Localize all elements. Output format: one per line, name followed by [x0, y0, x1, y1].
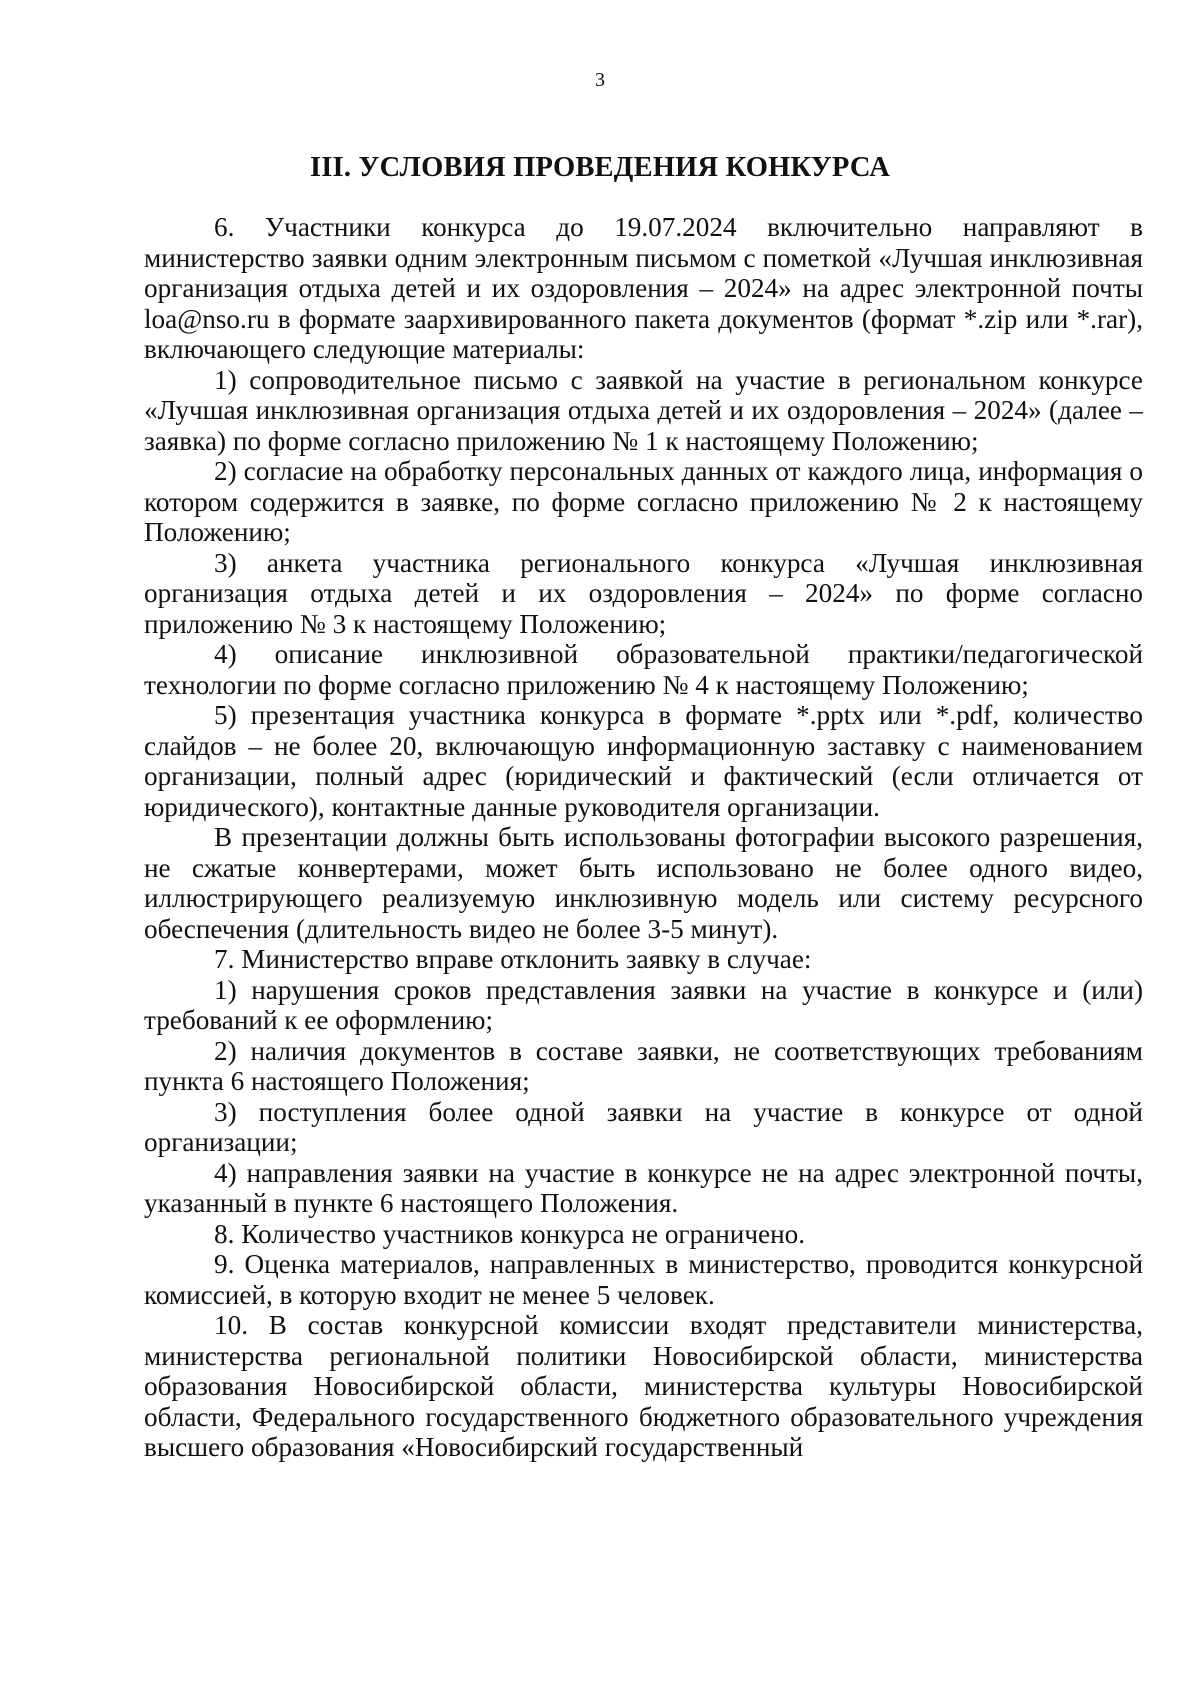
list-item-6-4: 4) описание инклюзивной образовательной практики/педагогической технологии по форме согласно приложению № 4 к настоящему Положению;: [144, 639, 1143, 700]
list-item-7-1: 1) нарушения сроков представления заявки на участие в конкурсе и (или) требований к ее оформлению;: [144, 974, 1143, 1035]
list-item-7-3: 3) поступления более одной заявки на участие в конкурсе от одной организации;: [144, 1096, 1143, 1157]
page-number: 3: [595, 69, 605, 91]
list-item-6-1: 1) сопроводительное письмо с заявкой на участие в региональном конкурсе «Лучшая инклюзивная организация отдыха детей и их оздоровления – 2024» (далее – заявка) по форме согласно приложению № 1 к настоящему Положению;: [144, 364, 1143, 456]
paragraph-6: 6. Участники конкурса до 19.07.2024 включительно направляют в министерство заявки одним электронным письмом с пометкой «Лучшая инклюзивная организация отдыха детей и их оздоровления – 2024» на адрес электронной почты loa@nso.ru в формате заархивированного пакета документов (формат *.zip или *.rar), включающего следующие материалы:: [144, 212, 1143, 364]
paragraph-9: 9. Оценка материалов, направленных в министерство, проводится конкурсной комиссией, в которую входит не менее 5 человек.: [144, 1249, 1143, 1310]
section-title: III. УСЛОВИЯ ПРОВЕДЕНИЯ КОНКУРСА: [309, 152, 891, 183]
paragraph-10: 10. В состав конкурсной комиссии входят представители министерства, министерства региональной политики Новосибирской области, министерства образования Новосибирской области, министерства культуры Новосибирской области, Федерального государственного бюджетного образовательного учреждения высшего образования «Новосибирский государственный: [144, 1310, 1143, 1462]
list-item-6-3: 3) анкета участника регионального конкурса «Лучшая инклюзивная организация отдыха детей и их оздоровления – 2024» по форме согласно приложению № 3 к настоящему Положению;: [144, 547, 1143, 639]
paragraph-8: 8. Количество участников конкурса не ограничено.: [214, 1218, 806, 1249]
list-item-7-2: 2) наличия документов в составе заявки, не соответствующих требованиям пункта 6 настоящего Положения;: [144, 1035, 1143, 1096]
list-item-7-4: 4) направления заявки на участие в конкурсе не на адрес электронной почты, указанный в пункте 6 настоящего Положения.: [144, 1157, 1143, 1218]
document-body: [144, 212, 1143, 1463]
list-item-6-5: 5) презентация участника конкурса в формате *.pptx или *.pdf, количество слайдов – не более 20, включающую информационную заставку с наименованием организации, полный адрес (юридический и фактический (если отличается от юридического), контактные данные руководителя организации.: [144, 700, 1143, 822]
presentation-requirements: В презентации должны быть использованы фотографии высокого разрешения, не сжатые конвертерами, может быть использовано не более одного видео, иллюстрирующего реализуемую инклюзивную модель или систему ресурсного обеспечения (длительность видео не более 3-5 минут).: [144, 822, 1143, 944]
paragraph-7: 7. Министерство вправе отклонить заявку в случае:: [214, 944, 812, 974]
list-item-6-2: 2) согласие на обработку персональных данных от каждого лица, информация о котором содержится в заявке, по форме согласно приложению № 2 к настоящему Положению;: [144, 456, 1143, 547]
